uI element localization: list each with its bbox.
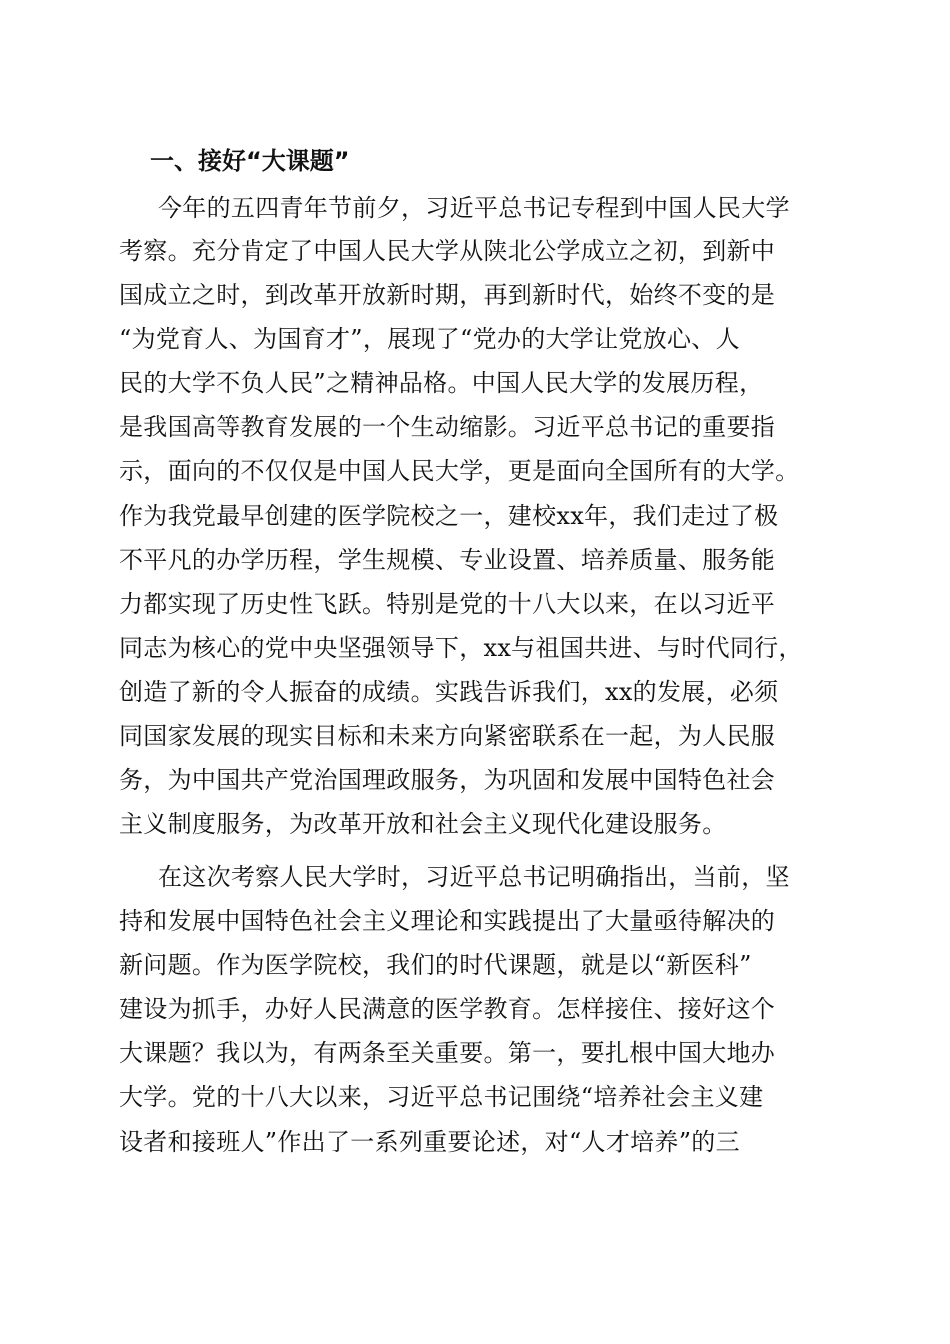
paragraph-2-line-7: 设者和接班人”作出了一系列重要论述，对“人才培养”的三 <box>119 1128 740 1156</box>
paragraph-1-line-9: 不平凡的办学历程，学生规模、专业设置、培养质量、服务能 <box>119 546 776 574</box>
paragraph-1-line-14: 务，为中国共产党治国理政服务，为巩固和发展中国特色社会 <box>119 766 776 794</box>
paragraph-1-line-8: 作为我党最早创建的医学院校之一，建校xx年，我们走过了极 <box>119 502 779 530</box>
paragraph-1-line-10: 力都实现了历史性飞跃。特别是党的十八大以来，在以习近平 <box>119 590 776 618</box>
paragraph-1-line-7: 示，面向的不仅仅是中国人民大学，更是面向全国所有的大学。 <box>119 457 800 485</box>
section-heading: 一、接好“大课题” <box>150 147 350 175</box>
paragraph-2-line-3: 新问题。作为医学院校，我们的时代课题，就是以“新医科” <box>119 951 752 979</box>
paragraph-1-line-13: 同国家发展的现实目标和未来方向紧密联系在一起，为人民服 <box>119 722 776 750</box>
paragraph-1-line-11: 同志为核心的党中央坚强领导下，xx与祖国共进、与时代同行， <box>119 634 803 662</box>
paragraph-2-line-5: 大课题？我以为，有两条至关重要。第一，要扎根中国大地办 <box>119 1039 776 1067</box>
paragraph-1-line-12: 创造了新的令人振奋的成绩。实践告诉我们，xx的发展，必须 <box>119 678 779 706</box>
paragraph-1-line-1: 今年的五四青年节前夕，习近平总书记专程到中国人民大学 <box>158 194 790 222</box>
paragraph-1-line-4: “为党育人、为国育才”，展现了“党办的大学让党放心、人 <box>119 325 740 353</box>
paragraph-2-line-6: 大学。党的十八大以来，习近平总书记围绕“培养社会主义建 <box>119 1083 764 1111</box>
paragraph-1-line-3: 国成立之时，到改革开放新时期，再到新时代，始终不变的是 <box>119 281 776 309</box>
paragraph-2-line-2: 持和发展中国特色社会主义理论和实践提出了大量亟待解决的 <box>119 907 776 935</box>
paragraph-2-line-4: 建设为抓手，办好人民满意的医学教育。怎样接住、接好这个 <box>119 995 776 1023</box>
paragraph-1-line-2: 考察。充分肯定了中国人民大学从陕北公学成立之初，到新中 <box>119 237 776 265</box>
paragraph-1-line-15: 主义制度服务，为改革开放和社会主义现代化建设服务。 <box>119 810 727 838</box>
paragraph-1-line-5: 民的大学不负人民”之精神品格。中国人民大学的发展历程， <box>119 369 764 397</box>
paragraph-1-line-6: 是我国高等教育发展的一个生动缩影。习近平总书记的重要指 <box>119 413 776 441</box>
paragraph-2-line-1: 在这次考察人民大学时，习近平总书记明确指出，当前，坚 <box>158 863 790 891</box>
